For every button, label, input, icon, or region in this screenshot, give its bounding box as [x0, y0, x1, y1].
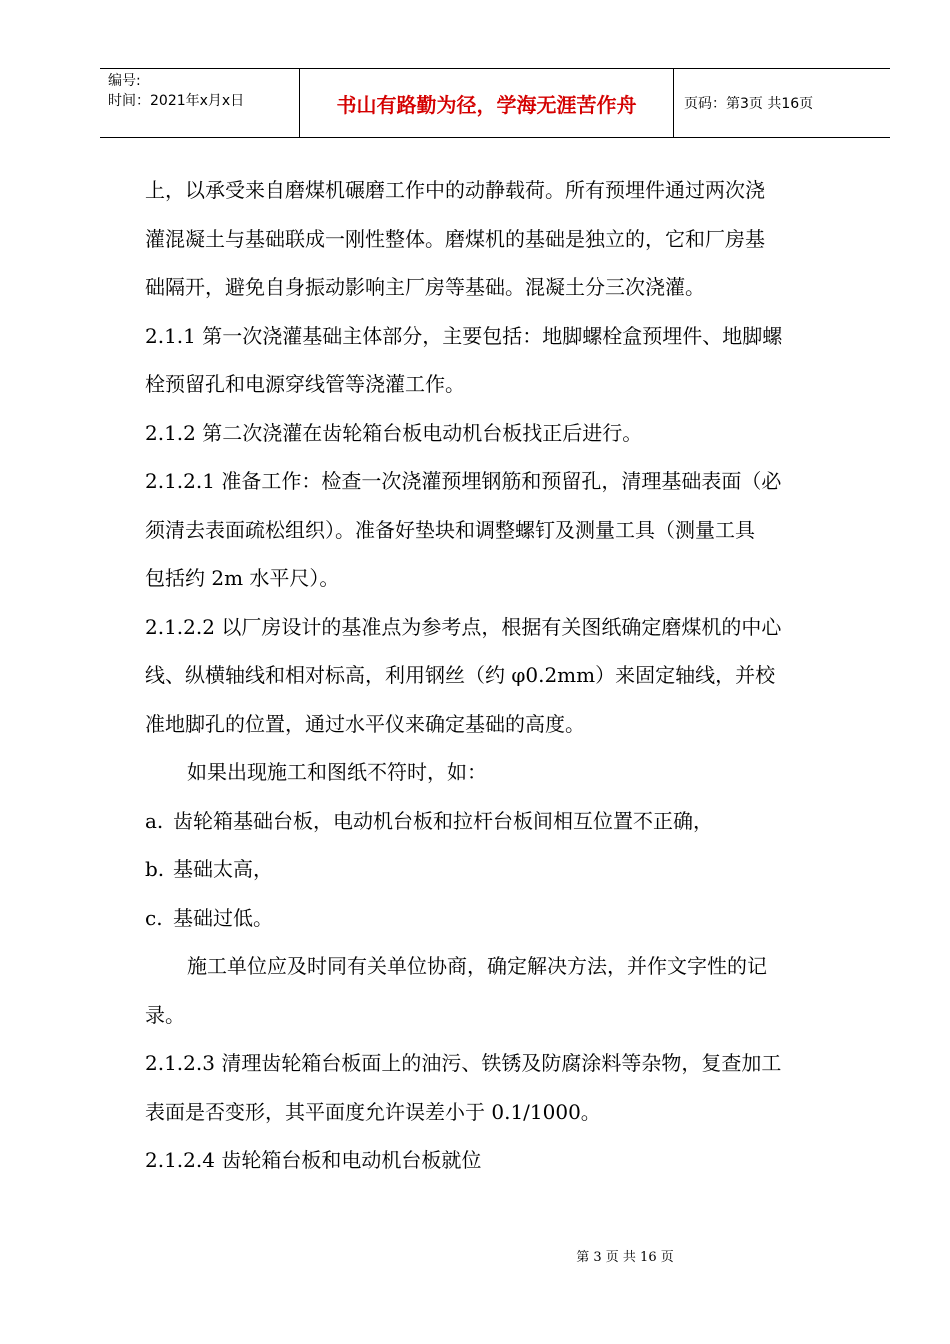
text-line: 2.1.2 第二次浇灌在齿轮箱台板电动机台板找正后进行。 [145, 420, 643, 445]
text-line: 2.1.2.3 清理齿轮箱台板面上的油污、铁锈及防腐涂料等杂物，复查加工 [145, 1051, 782, 1075]
text-line: 础隔开，避免自身振动影响主厂房等基础。混凝土分三次浇灌。 [145, 275, 705, 299]
list-marker: c. [145, 905, 163, 930]
text-line: 2.1.2.4 齿轮箱台板和电动机台板就位 [145, 1148, 482, 1172]
text-line: 2.1.1 第一次浇灌基础主体部分，主要包括：地脚螺栓盒预埋件、地脚螺 [145, 323, 783, 348]
text-line: 栓预留孔和电源穿线管等浇灌工作。 [145, 372, 465, 396]
text-line: 表面是否变形，其平面度允许误差小于 0.1/1000。 [145, 1099, 601, 1124]
header-motto: 书山有路勤为径，学海无涯苦作舟 [300, 69, 674, 137]
list-item-text: 基础过低。 [173, 905, 273, 930]
number-label: 编号: [108, 73, 141, 89]
list-marker: a. [145, 808, 164, 833]
text-line: 线、纵横轴线和相对标高，利用钢丝（约 φ0.2mm）来固定轴线，并校 [145, 663, 776, 687]
list-marker: b. [145, 857, 165, 881]
header-meta [100, 69, 300, 137]
text-line: 灌混凝土与基础联成一刚性整体。磨煤机的基础是独立的，它和厂房基 [145, 226, 765, 251]
text-line: 2.1.2.1 准备工作：检查一次浇灌预埋钢筋和预留孔，清理基础表面（必 [145, 469, 782, 493]
time-label: 时间：2021年x月x日 [108, 93, 245, 109]
list-item-text: 齿轮箱基础台板，电动机台板和拉杆台板间相互位置不正确， [173, 808, 713, 833]
text-line: 如果出现施工和图纸不符时，如： [187, 760, 487, 784]
text-line: 包括约 2m 水平尺）。 [145, 566, 340, 590]
list-item-text: 基础太高， [173, 857, 273, 881]
page-header [100, 68, 890, 138]
list-item [145, 797, 850, 846]
document-body [145, 166, 850, 1185]
text-line: 上，以承受来自磨煤机碾磨工作中的动静载荷。所有预埋件通过两次浇 [145, 178, 765, 202]
text-line: 准地脚孔的位置，通过水平仪来确定基础的高度。 [145, 711, 585, 736]
text-line: 施工单位应及时同有关单位协商，确定解决方法，并作文字性的记 [187, 954, 767, 978]
header-page-code: 页码：第3页 共16页 [684, 96, 814, 112]
page-footer: 第 3 页 共 16 页 [576, 1250, 674, 1265]
text-line: 须清去表面疏松组织）。准备好垫块和调整螺钉及测量工具（测量工具 [145, 517, 755, 542]
text-line: 2.1.2.2 以厂房设计的基准点为参考点，根据有关图纸确定磨煤机的中心 [145, 614, 782, 639]
text-line: 录。 [145, 1002, 185, 1027]
list-item [145, 845, 850, 894]
list-item [145, 894, 850, 943]
